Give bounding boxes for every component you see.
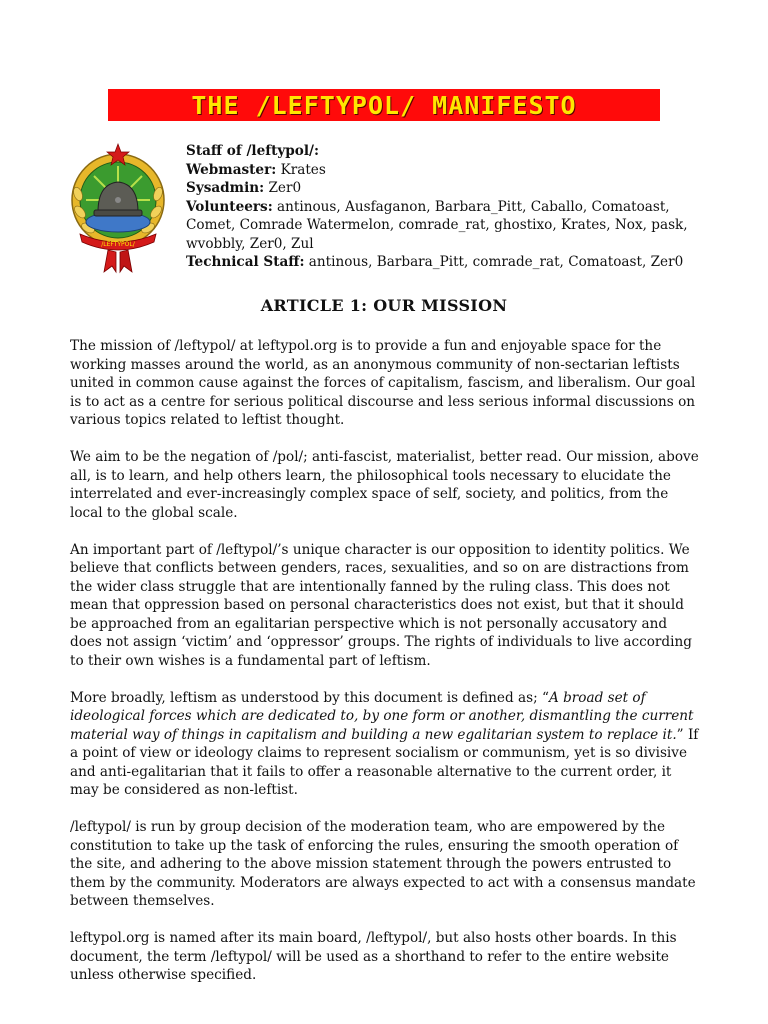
paragraph-4-start: More broadly, leftism as understood by this document is defined as; “ bbox=[70, 689, 549, 706]
paragraph-4 bbox=[70, 689, 700, 800]
staff-list bbox=[186, 142, 706, 272]
document-title: THE /LEFTYPOL/ MANIFESTO bbox=[191, 90, 577, 120]
paragraph-5: /leftypol/ is run by group decision of the moderation team, who are empowered by the constitution to take up the task of enforcing the rules, ensuring the smooth operation of the site, and adhering to the above mission statement through the powers entrusted to them by the community. Moderators are always expected to act with a consensus mandate between themselves. bbox=[70, 819, 696, 909]
paragraph-3: An important part of /leftypol/’s unique character is our opposition to identity politics. We believe that conflicts between genders, races, sexualities, and so on are distractions from the wider class struggle that are intentionally fanned by the ruling class. This does not mean that oppression based on personal characteristics does not exist, but that it should be approached from an egalitarian perspective which is not personally accusatory and does not assign ‘victim’ and ‘oppressor’ groups. The rights of individuals to live according to their own wishes is a fundamental part of leftism. bbox=[70, 541, 692, 669]
volunteers-label: Volunteers: bbox=[186, 198, 273, 215]
sysadmin-value: Zer0 bbox=[264, 180, 302, 196]
emblem-ribbon-text: /LEFTYPOL/ bbox=[101, 241, 135, 248]
staff-heading: Staff of /leftypol/: bbox=[186, 143, 319, 159]
article-body bbox=[70, 337, 700, 1003]
technical-staff-label: Technical Staff: bbox=[186, 254, 305, 270]
leftypol-emblem-icon bbox=[68, 142, 168, 274]
paragraph-1: The mission of /leftypol/ at leftypol.org is to provide a fun and enjoyable space for the working masses around the world, as an anonymous community of non-sectarian leftists united in common cause against the forces of capitalism, fascism, and liberalism. Our goal is to act as a centre for serious political discourse and less serious informal discussions on various topics related to leftist thought. bbox=[70, 338, 696, 428]
title-banner bbox=[108, 89, 660, 121]
webmaster-label: Webmaster: bbox=[186, 161, 277, 178]
webmaster-value: Krates bbox=[276, 161, 326, 178]
sysadmin-label: Sysadmin: bbox=[186, 180, 265, 196]
article-title: ARTICLE 1: OUR MISSION bbox=[260, 296, 508, 315]
paragraph-6: leftypol.org is named after its main board, /leftypol/, but also hosts other boards. In this document, the term /leftypol/ will be used as a shorthand to refer to the entire website unless otherwise specified. bbox=[70, 930, 677, 983]
leftism-definition-quote: A broad set of ideological forces which are dedicated to, by one form or another, dismantling the current material way of things in capitalism and building a new egalitarian system to replace it. bbox=[70, 689, 694, 743]
paragraph-2: We aim to be the negation of /pol/; anti-fascist, materialist, better read. Our mission, above all, is to learn, and help others learn, the philosophical tools necessary to elucidate the interrelated and ever-increasingly complex space of self, society, and politics, from the local to the global scale. bbox=[70, 449, 699, 521]
technical-staff-value: antinous, Barbara_Pitt, comrade_rat, Comatoast, Zer0 bbox=[304, 254, 684, 270]
volunteers-value: antinous, Ausfaganon, Barbara_Pitt, Caballo, Comatoast, Comet, Comrade Watermelon, comrade_rat, ghostixo, Krates, Nox, pask, wvobbly, Zer0, Zul bbox=[186, 198, 688, 252]
paragraph-4-end: ” If a point of view or ideology claims to represent socialism or communism, yet is so divisive and anti-egalitarian that it fails to offer a reasonable alternative to the current order, it may be considered as non-leftist. bbox=[70, 726, 699, 798]
